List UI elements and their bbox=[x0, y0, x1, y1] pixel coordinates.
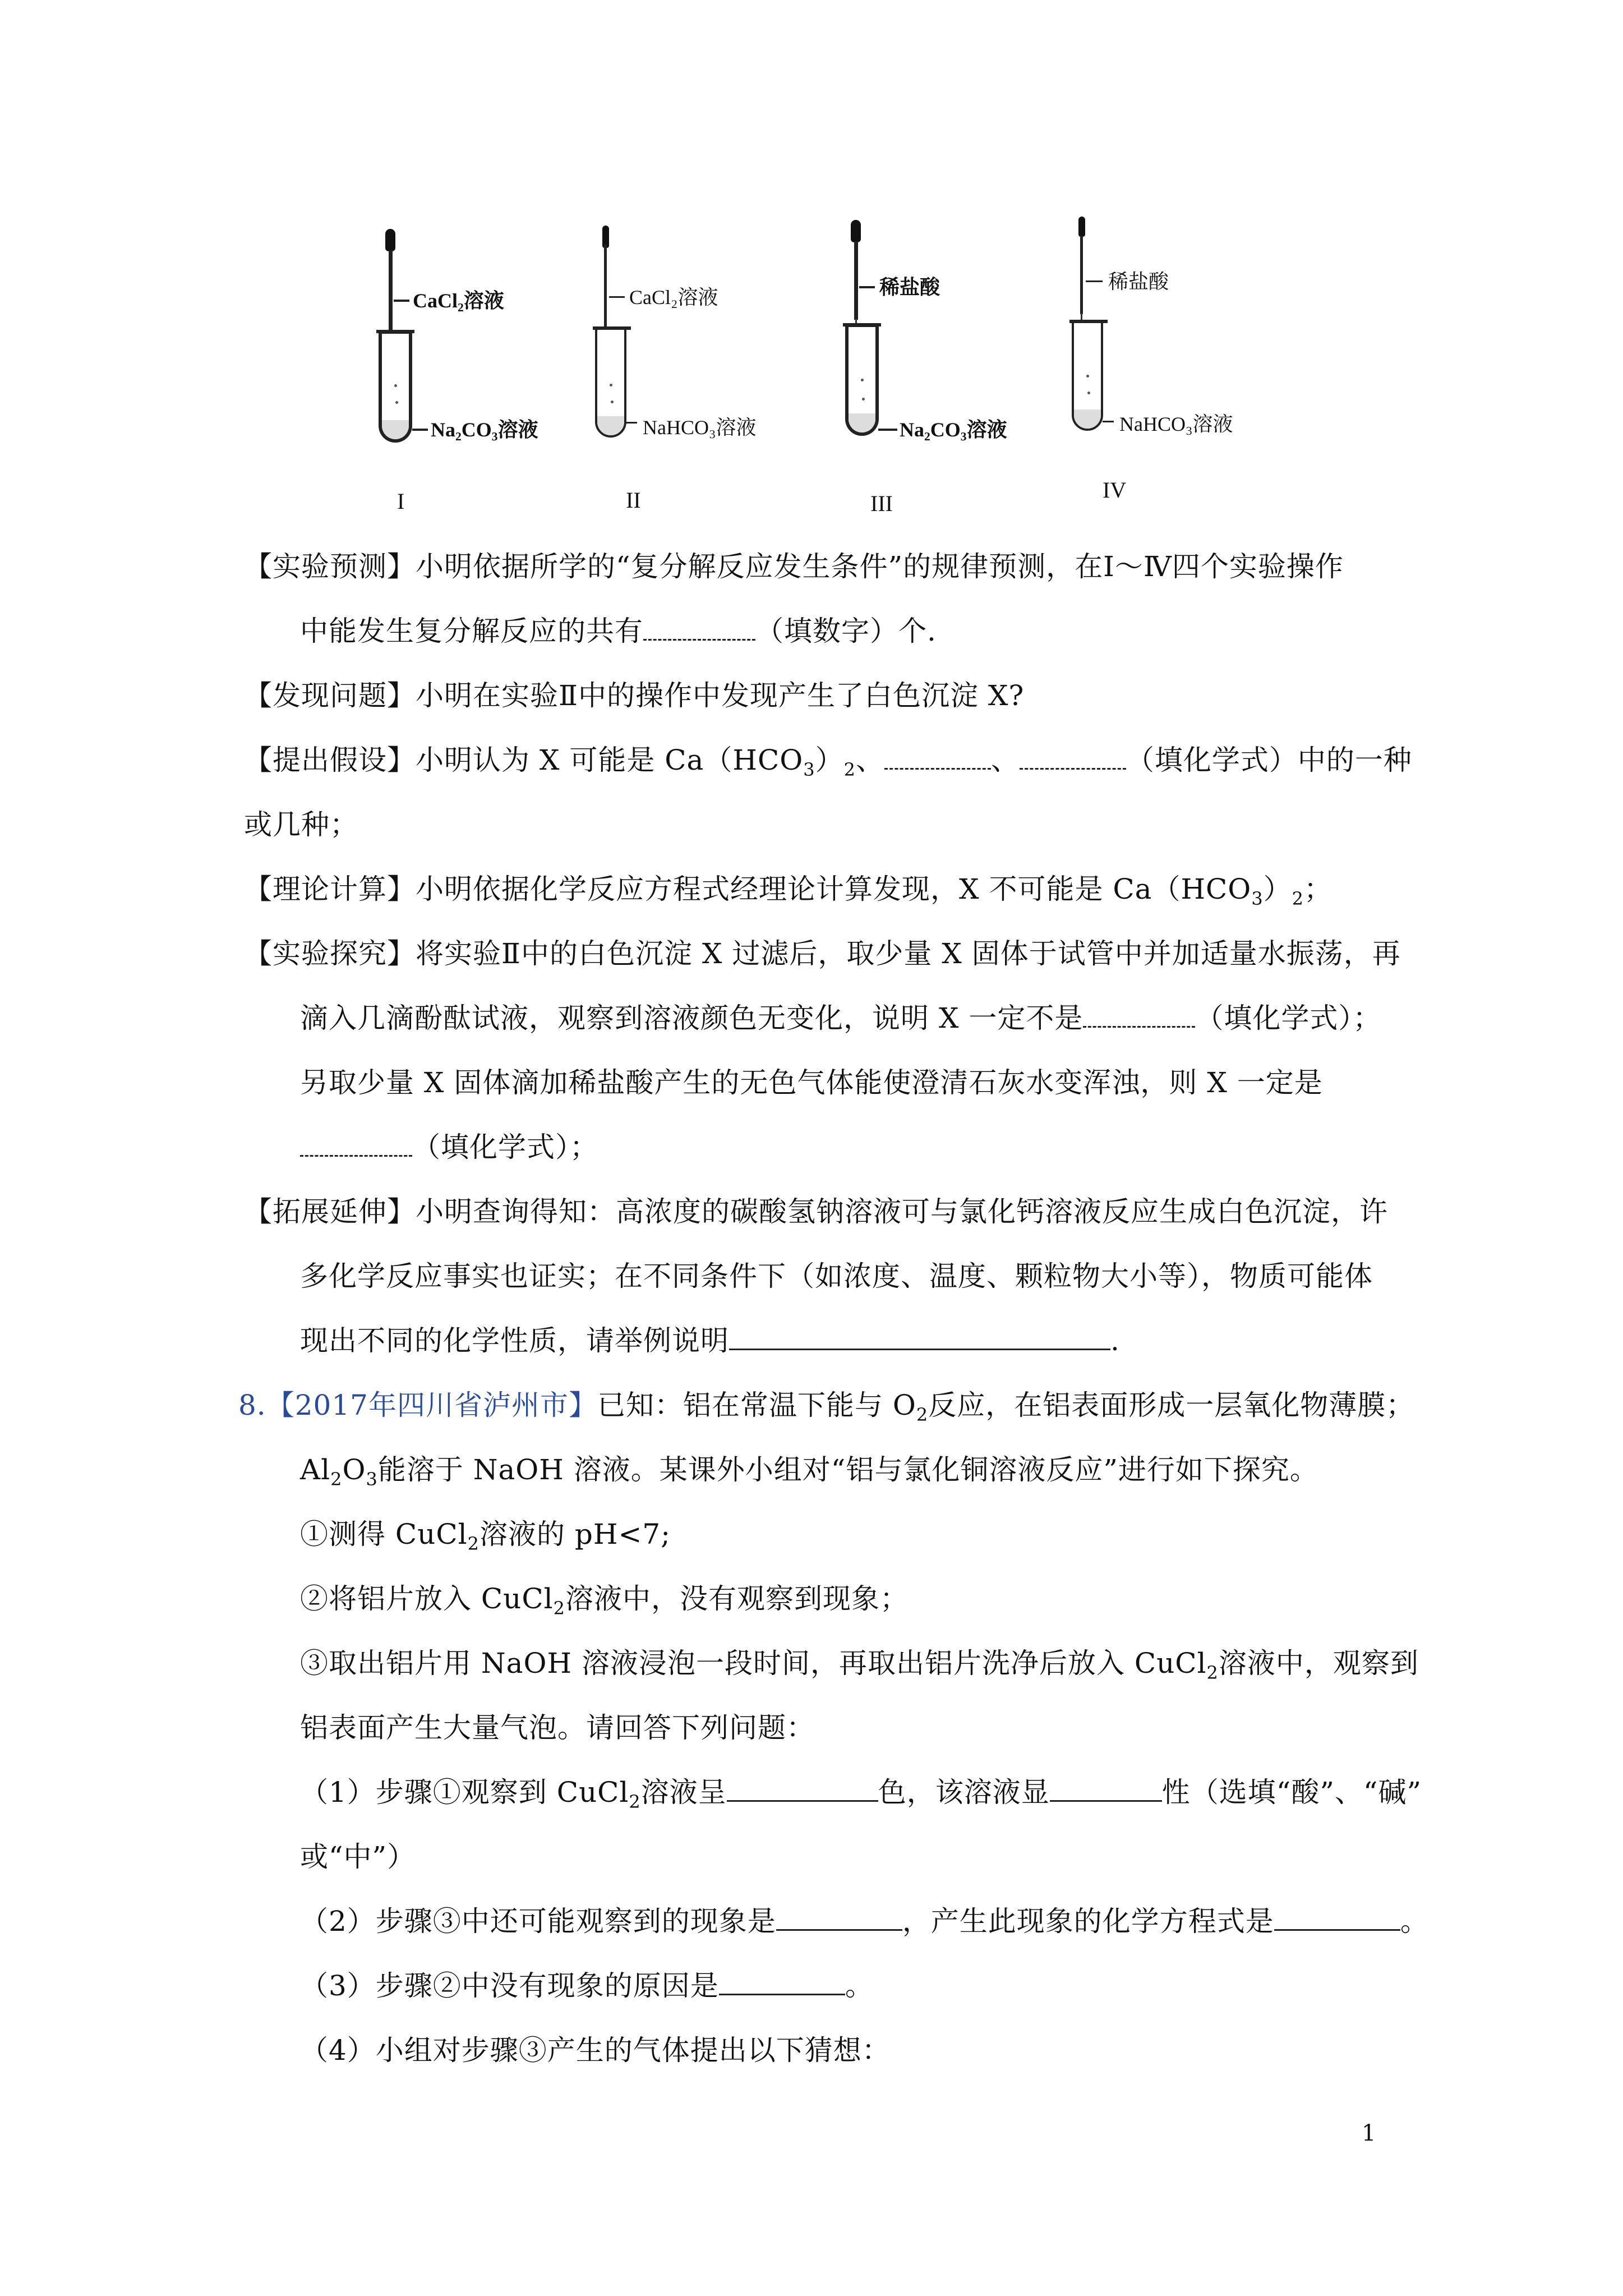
tube-setup-2 bbox=[578, 213, 802, 527]
tube-liquid bbox=[597, 416, 624, 435]
text-span: 能溶于 NaOH 溶液。某课外小组对“铝与氯化铜溶液反应”进行如下探究。 bbox=[377, 1453, 1318, 1486]
page-number: 1 bbox=[1362, 2120, 1376, 2146]
question-number: 8. bbox=[238, 1389, 266, 1421]
step-3-line-2: 铝表面产生大量气泡。请回答下列问题： bbox=[300, 1711, 815, 1744]
text-span: 溶液呈 bbox=[640, 1776, 727, 1809]
answer-blank[interactable] bbox=[1274, 1904, 1400, 1931]
answer-blank[interactable] bbox=[643, 614, 755, 641]
text-line-problem: 【发现问题】小明在实验Ⅱ中的操作中发现产生了白色沉淀 X? bbox=[244, 679, 1025, 712]
answer-blank[interactable] bbox=[1050, 1775, 1162, 1802]
text-span: 溶液的 pH<7; bbox=[479, 1518, 671, 1550]
subscript: 2 bbox=[629, 1791, 641, 1812]
tube-setup-4 bbox=[1054, 213, 1279, 527]
text-span: （填化学式）； bbox=[1195, 1002, 1382, 1034]
sub-question-4: （4）小组对步骤③产生的气体提出以下猜想： bbox=[300, 2034, 891, 2067]
label-leader bbox=[1086, 280, 1103, 282]
subscript: 2 bbox=[330, 1469, 343, 1490]
answer-blank[interactable] bbox=[727, 1775, 878, 1802]
text-line-prediction: 【实验预测】小明依据所学的“复分解反应发生条件”的规律预测，在Ⅰ～Ⅳ四个实验操作 bbox=[244, 550, 1344, 583]
test-tube bbox=[845, 324, 879, 436]
drop-dot bbox=[861, 379, 864, 381]
question-8-line bbox=[238, 1388, 1414, 1432]
drop-dot bbox=[1087, 392, 1090, 394]
text-span: 色，该溶液显 bbox=[878, 1776, 1050, 1809]
dropper-stem bbox=[389, 250, 393, 337]
text-line-experiment-3: 另取少量 X 固体滴加稀盐酸产生的无色气体能使澄清石灰水变浑浊，则 X 一定是 bbox=[300, 1066, 1323, 1099]
tube-liquid bbox=[849, 413, 875, 432]
text-span: （填化学式）中的一种 bbox=[1126, 744, 1412, 776]
label-leader bbox=[878, 429, 897, 431]
text-line-experiment-4 bbox=[300, 1130, 598, 1164]
dropper-label: CaCl₂溶液 bbox=[629, 286, 718, 309]
tube-setup-1 bbox=[359, 213, 583, 527]
answer-blank[interactable] bbox=[300, 1130, 412, 1157]
text-span: Al bbox=[300, 1453, 331, 1486]
text-line-extension-3 bbox=[300, 1324, 1120, 1358]
sub-question-3 bbox=[300, 1969, 874, 2003]
answer-blank[interactable] bbox=[1083, 1001, 1195, 1028]
step-3-line bbox=[300, 1646, 1419, 1690]
dropper-bulb bbox=[1078, 217, 1085, 237]
dropper-bulb bbox=[385, 229, 395, 251]
text-span: 、 bbox=[990, 744, 1020, 776]
test-tube bbox=[595, 328, 626, 438]
answer-blank[interactable] bbox=[884, 743, 991, 770]
text-line-extension-2: 多化学反应事实也证实；在不同条件下（如浓度、温度、颗粒物大小等），物质可能体 bbox=[300, 1260, 1373, 1292]
dropper-bulb bbox=[851, 220, 861, 242]
text-line-experiment: 【实验探究】将实验Ⅱ中的白色沉淀 X 过滤后，取少量 X 固体于试管中并加适量水振荡，再 bbox=[244, 937, 1401, 970]
text-span: 。 bbox=[1400, 1905, 1429, 1938]
roman-numeral: IV bbox=[1103, 477, 1127, 503]
label-leader bbox=[394, 300, 409, 302]
text-span: 溶液中，观察到 bbox=[1218, 1647, 1419, 1680]
roman-numeral: III bbox=[870, 491, 893, 516]
text-span: 滴入几滴酚酞试液，观察到溶液颜色无变化，说明 X 一定不是 bbox=[300, 1002, 1083, 1034]
text-line-hypothesis bbox=[244, 743, 1412, 786]
sub-question-1 bbox=[300, 1775, 1422, 1819]
subscript: 3 bbox=[1251, 888, 1264, 909]
tube-setup-3 bbox=[824, 213, 1049, 527]
subscript: 2 bbox=[1206, 1662, 1219, 1683]
text-span: （填化学式）； bbox=[412, 1131, 598, 1163]
drop-dot bbox=[1086, 375, 1089, 378]
label-leader bbox=[626, 422, 637, 424]
tube-label: Na₂CO₃溶液 bbox=[431, 418, 538, 441]
answer-blank[interactable] bbox=[776, 1904, 902, 1931]
tube-liquid bbox=[382, 420, 409, 439]
label-leader bbox=[609, 296, 625, 298]
text-span: 性（选填“酸”、“碱” bbox=[1161, 1776, 1422, 1809]
text-span: 现出不同的化学性质，请举例说明 bbox=[300, 1324, 729, 1357]
text-span: 【理论计算】小明依据化学反应方程式经理论计算发现，X 不可能是 Ca（HCO bbox=[244, 873, 1252, 905]
text-line-experiment-2 bbox=[300, 1001, 1381, 1035]
text-span: ③取出铝片用 NaOH 溶液浸泡一段时间，再取出铝片洗净后放入 CuCl bbox=[300, 1647, 1207, 1680]
subscript: 2 bbox=[467, 1533, 479, 1554]
dropper-label: 稀盐酸 bbox=[879, 276, 940, 298]
test-tube-figure bbox=[359, 213, 1279, 527]
roman-numeral: II bbox=[626, 487, 641, 513]
drop-dot bbox=[394, 384, 397, 387]
sub-question-1-2: 或“中”） bbox=[300, 1841, 416, 1873]
dropper-stem bbox=[854, 241, 858, 320]
text-span: ，产生此现象的化学方程式是 bbox=[902, 1905, 1274, 1938]
text-span: （3）步骤②中没有现象的原因是 bbox=[300, 1970, 719, 2002]
tube-liquid bbox=[1074, 409, 1101, 429]
subscript: 2 bbox=[1292, 888, 1304, 909]
text-line-extension: 【拓展延伸】小明查询得知：高浓度的碳酸氢钠溶液可与氯化钙溶液反应生成白色沉淀，许 bbox=[244, 1195, 1388, 1228]
text-line-prediction-2 bbox=[300, 614, 937, 648]
dropper-stem bbox=[1080, 236, 1083, 314]
question-8-line-2 bbox=[300, 1453, 1318, 1496]
step-1-line bbox=[300, 1517, 671, 1561]
text-span: . bbox=[1110, 1324, 1120, 1357]
dropper-label: CaCl₂溶液 bbox=[413, 289, 504, 312]
drop-dot bbox=[395, 401, 398, 404]
text-span: 溶液中，没有观察到现象； bbox=[565, 1582, 909, 1615]
step-2-line bbox=[300, 1582, 909, 1625]
source-link[interactable]: 【2017年四川省泸州市】 bbox=[266, 1389, 597, 1421]
text-span: 【提出假设】小明认为 X 可能是 Ca（HCO bbox=[244, 744, 804, 776]
dropper-label: 稀盐酸 bbox=[1108, 270, 1169, 293]
text-span: O bbox=[342, 1453, 366, 1486]
tube-label: NaHCO₃溶液 bbox=[1119, 413, 1233, 435]
dropper-stem bbox=[604, 245, 607, 332]
text-span: （填数字）个. bbox=[755, 615, 937, 647]
roman-numeral: I bbox=[397, 489, 405, 514]
tube-label: Na₂CO₃溶液 bbox=[900, 418, 1007, 441]
test-tube bbox=[1072, 321, 1103, 431]
text-line-hypothesis-2: 或几种； bbox=[244, 808, 358, 841]
text-span: ①测得 CuCl bbox=[300, 1518, 468, 1550]
subscript: 2 bbox=[916, 1404, 929, 1425]
text-span: ； bbox=[1304, 873, 1333, 905]
drop-dot bbox=[862, 398, 865, 401]
answer-blank[interactable] bbox=[1020, 743, 1126, 770]
text-span: （2）步骤③中还可能观察到的现象是 bbox=[300, 1905, 776, 1938]
text-line-calculation bbox=[244, 872, 1332, 915]
text-span: 。 bbox=[845, 1970, 874, 2002]
answer-blank[interactable] bbox=[729, 1324, 1110, 1350]
answer-blank[interactable] bbox=[719, 1969, 845, 1995]
subscript: 3 bbox=[366, 1469, 378, 1490]
subscript: 3 bbox=[803, 759, 815, 780]
text-span: ） bbox=[815, 744, 844, 776]
text-span: ②将铝片放入 CuCl bbox=[300, 1582, 554, 1615]
tube-label: NaHCO₃溶液 bbox=[643, 416, 757, 439]
drop-dot bbox=[610, 384, 612, 386]
text-span: 中能发生复分解反应的共有 bbox=[300, 615, 643, 647]
drop-dot bbox=[611, 401, 614, 403]
text-span: 已知：铝在常温下能与 O bbox=[597, 1389, 916, 1421]
subscript: 2 bbox=[553, 1598, 565, 1619]
subscript: 2 bbox=[843, 759, 856, 780]
text-span: ） bbox=[1263, 873, 1292, 905]
label-leader bbox=[1103, 421, 1114, 422]
text-span: 、 bbox=[855, 744, 884, 776]
sub-question-2 bbox=[300, 1904, 1429, 1938]
text-span: 反应，在铝表面形成一层氧化物薄膜； bbox=[928, 1389, 1415, 1421]
label-leader bbox=[412, 429, 428, 431]
text-span: （1）步骤①观察到 CuCl bbox=[300, 1776, 629, 1809]
label-leader bbox=[859, 286, 875, 288]
test-tube bbox=[379, 331, 412, 443]
